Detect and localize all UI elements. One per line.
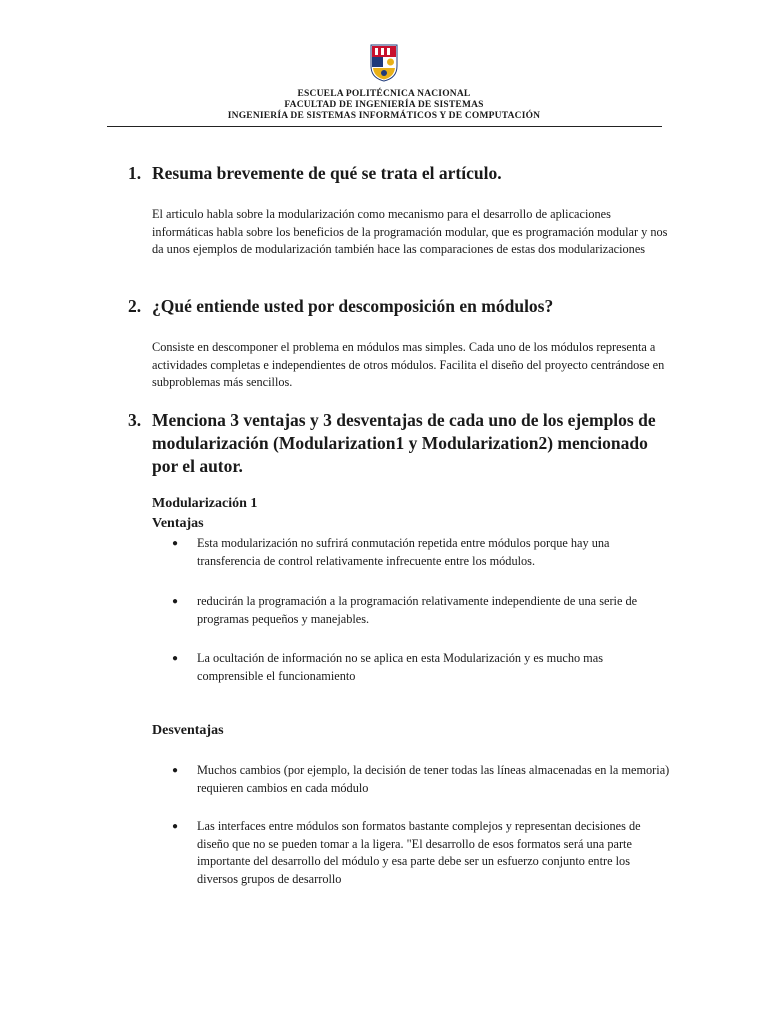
question-2-answer: Consiste en descomponer el problema en módulos mas simples. Cada uno de los módulos representa a actividades completas e independientes de otros módulos. Facilita el diseño del proyecto centrándose en subproblemas más sencillos. <box>152 340 665 389</box>
list-item-text: Las interfaces entre módulos son formatos bastante complejos y representan decisiones de diseño que no se pueden tomar a la ligera. "El desarrollo de esos formatos será una parte importante del desarrollo del módulo y esa parte debe ser un esfuerzo conjunto entre los diversos grupos de desarrollo <box>197 819 641 886</box>
question-number: 1. <box>128 163 142 183</box>
list-item <box>172 535 672 570</box>
university-crest-icon <box>370 44 398 82</box>
question-1-answer: El articulo habla sobre la modularización como mecanismo para el desarrollo de aplicaciones informáticas habla sobre los beneficios de la programación modular, que es programación modular y nos da unos ejemplos de modularización también hace las comparaciones de estas dos modularizaciones <box>152 207 668 256</box>
ventajas-heading: Ventajas <box>152 516 204 531</box>
list-item-text: La ocultación de información no se aplica en esta Modularización y es mucho mas comprensible el funcionamiento <box>197 651 603 683</box>
question-3-heading <box>128 409 668 478</box>
bullet-icon: ● <box>172 765 179 776</box>
header-divider <box>107 126 662 127</box>
question-number: 2. <box>128 296 142 316</box>
list-item <box>172 593 672 628</box>
bullet-icon: ● <box>172 596 179 607</box>
question-title: ¿Qué entiende usted por descomposición en módulos? <box>152 296 554 316</box>
list-item-text: reducirán la programación a la programación relativamente independiente de una serie de programas pequeños y manejables. <box>197 594 638 626</box>
question-title: Resuma brevemente de qué se trata el artículo. <box>152 163 502 183</box>
list-item <box>172 650 672 685</box>
list-item <box>172 762 672 797</box>
faculty-name: FACULTAD DE INGENIERÍA DE SISTEMAS <box>284 100 484 110</box>
bullet-icon: ● <box>172 653 179 664</box>
question-2-heading <box>128 295 688 318</box>
section-title: Modularización 1 <box>152 496 258 511</box>
desventajas-heading: Desventajas <box>152 723 224 738</box>
document-header <box>0 89 768 122</box>
bullet-icon: ● <box>172 538 179 549</box>
question-title: Menciona 3 ventajas y 3 desventajas de cada uno de los ejemplos de modularización (Modularization1 y Modularization2) mencionado por el autor. <box>152 410 656 476</box>
list-item-text: Esta modularización no sufrirá conmutación repetida entre módulos porque hay una transferencia de control relativamente infrecuente entre los módulos. <box>197 536 610 568</box>
question-number: 3. <box>128 410 142 430</box>
program-name: INGENIERÍA DE SISTEMAS INFORMÁTICOS Y DE COMPUTACIÓN <box>227 111 541 121</box>
institution-name: ESCUELA POLITÉCNICA NACIONAL <box>297 89 471 99</box>
list-item <box>172 818 672 888</box>
question-1-heading <box>128 162 688 185</box>
list-item-text: Muchos cambios (por ejemplo, la decisión de tener todas las líneas almacenadas en la memoria) requieren cambios en cada módulo <box>197 763 670 795</box>
bullet-icon: ● <box>172 821 179 832</box>
